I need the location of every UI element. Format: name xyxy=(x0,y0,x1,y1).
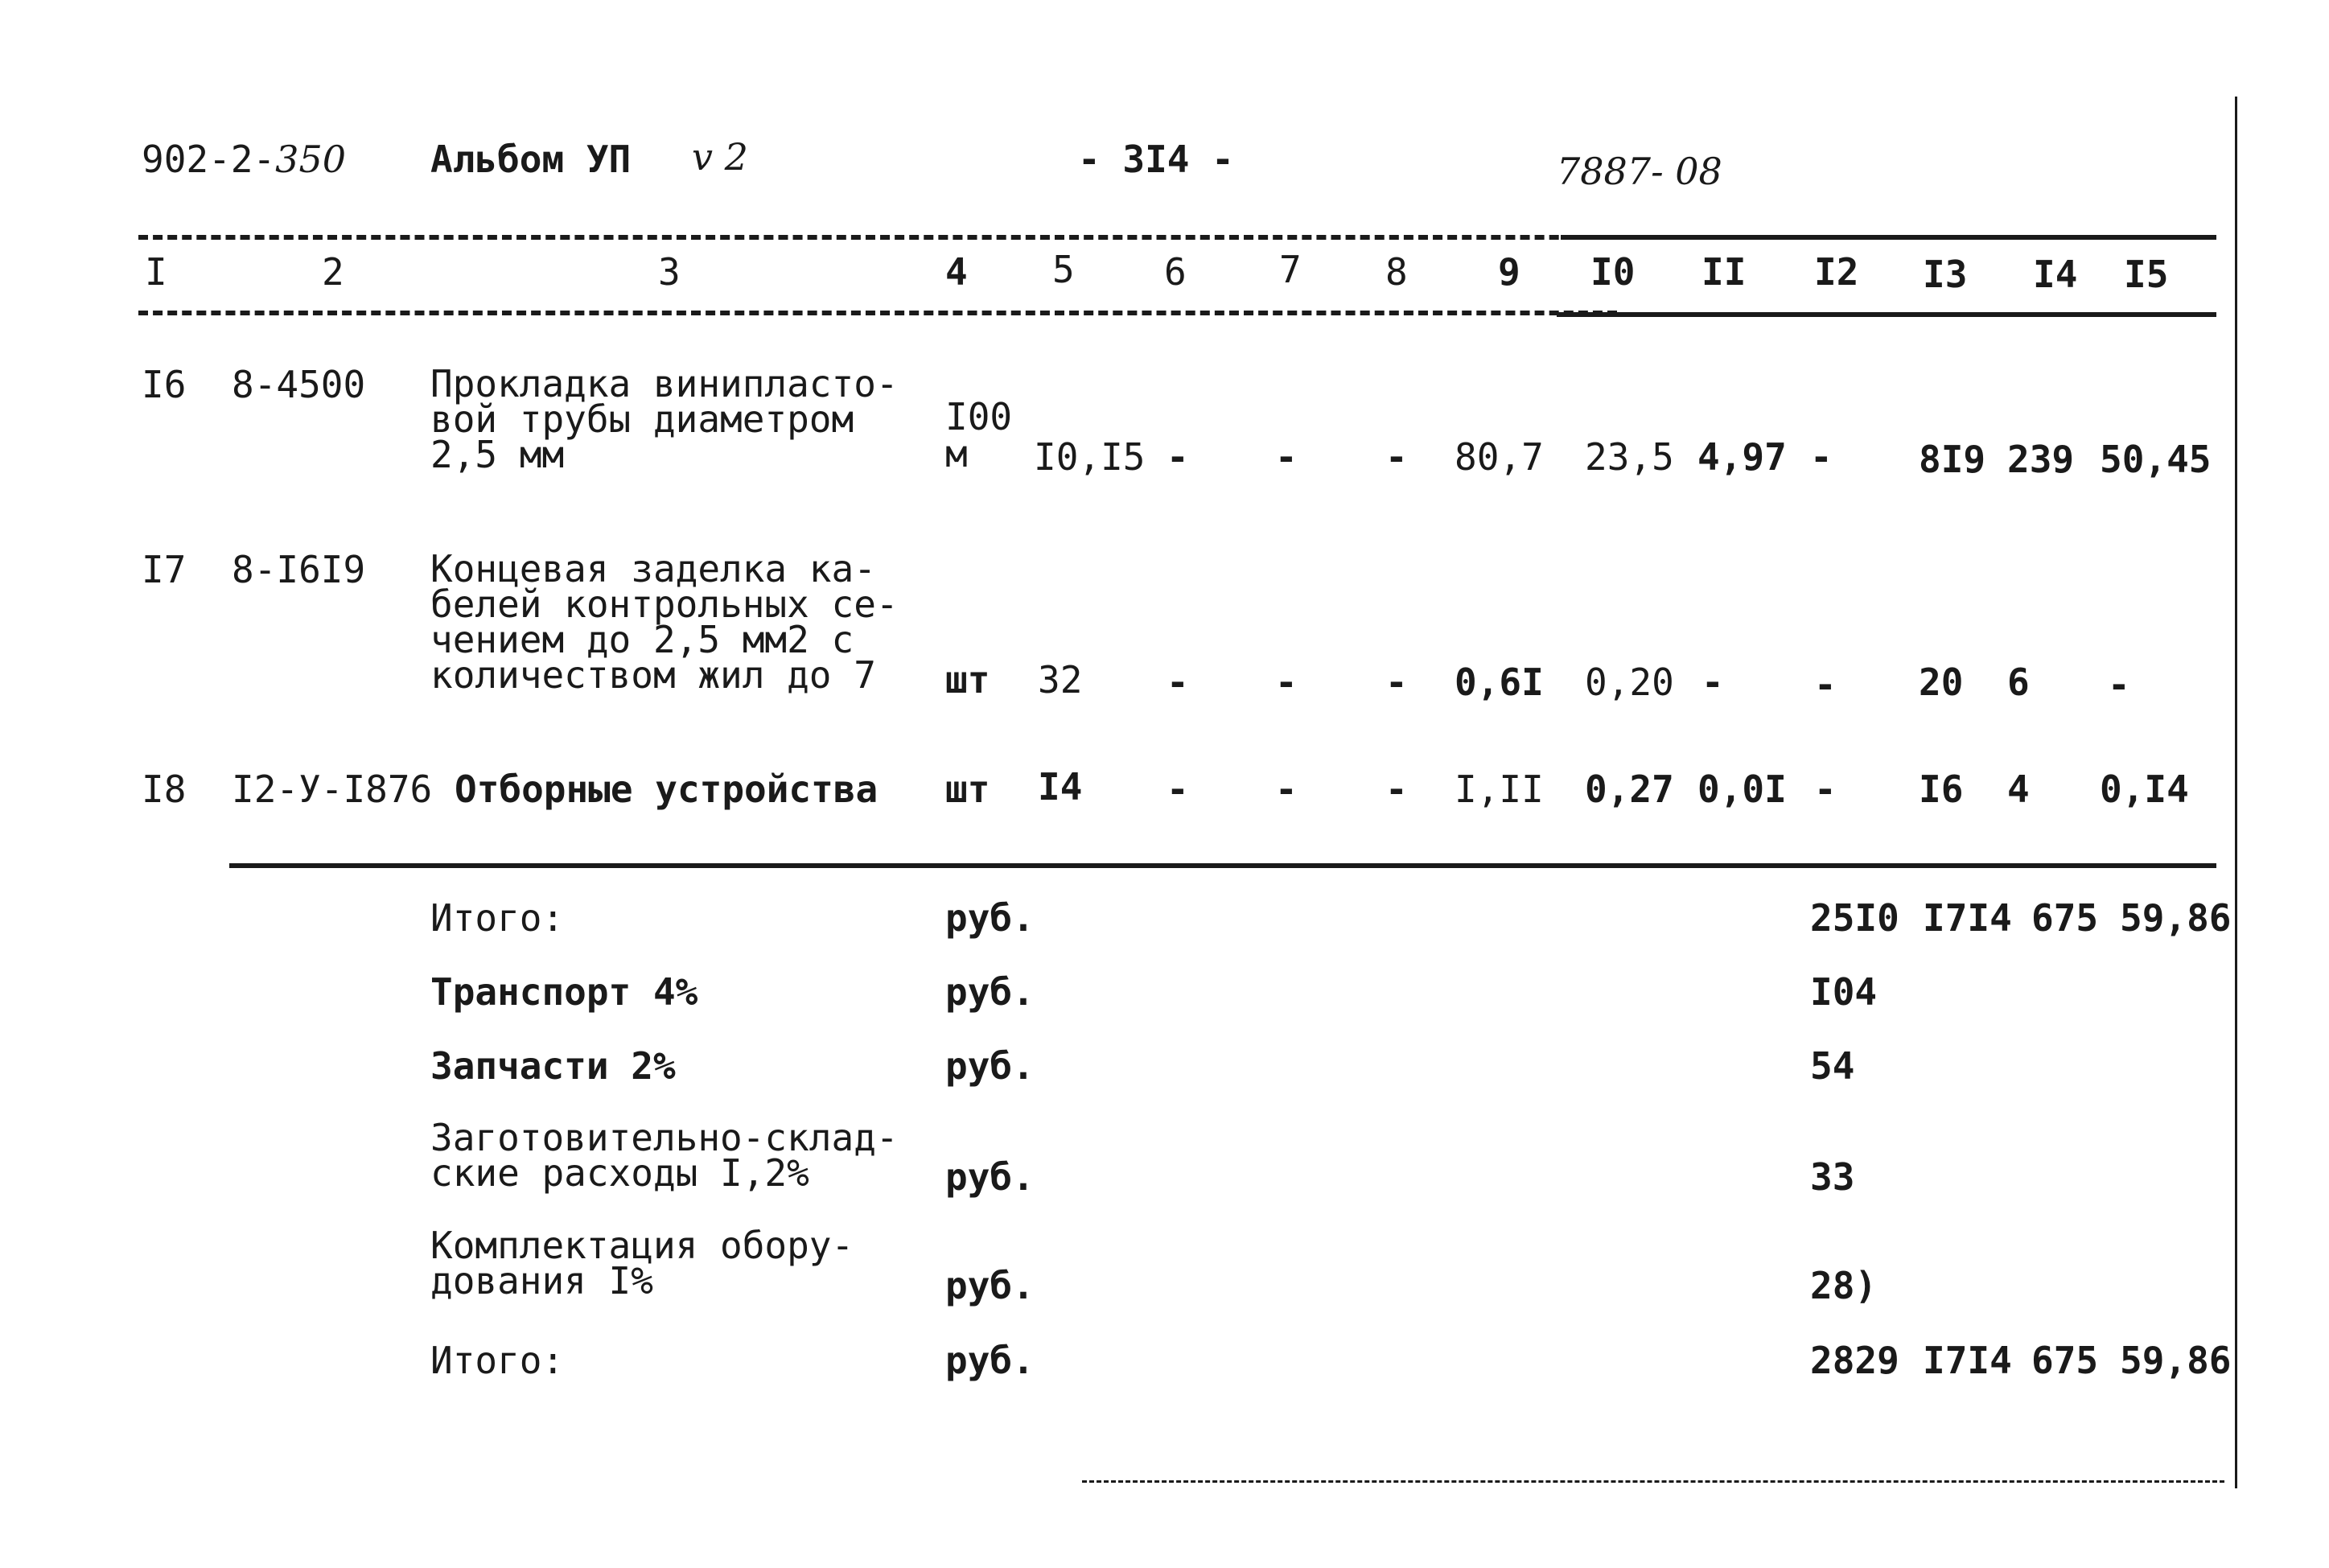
row-qty: 32 xyxy=(1038,658,1083,702)
row-c12: - xyxy=(1810,435,1833,479)
totals-rule xyxy=(229,863,2216,868)
transport-unit: руб. xyxy=(945,970,1035,1014)
col-6: 6 xyxy=(1164,250,1187,294)
row-c14: 4 xyxy=(2007,768,2030,811)
row-c7: - xyxy=(1275,661,1298,704)
row-qty: I4 xyxy=(1038,765,1083,809)
row-c13: 20 xyxy=(1919,661,1964,704)
spares-label: Запчасти 2% xyxy=(430,1044,676,1088)
spares-c12: 54 xyxy=(1810,1044,1855,1088)
row-c13: I6 xyxy=(1919,768,1964,811)
header-rule-bottom-right xyxy=(1557,312,2216,317)
grand-total-c13: I7I4 xyxy=(1923,1339,2012,1382)
row-c14: 6 xyxy=(2007,661,2030,704)
equipment-completion-unit: руб. xyxy=(945,1264,1035,1307)
row-c15: 0,I4 xyxy=(2100,768,2189,811)
row-c12: - xyxy=(1814,663,1837,706)
row-c11: - xyxy=(1701,661,1724,704)
transport-c12: I04 xyxy=(1810,970,1878,1014)
row-c8: - xyxy=(1385,435,1408,479)
row-c7: - xyxy=(1275,768,1298,811)
album-label: Альбом УП xyxy=(430,138,632,181)
grand-total-c14: 675 xyxy=(2031,1339,2099,1382)
row-unit: шт xyxy=(945,658,990,702)
col-4: 4 xyxy=(945,250,968,294)
header-rule-top-right xyxy=(1561,235,2216,240)
row-c6: - xyxy=(1167,768,1189,811)
row-c10: 0,20 xyxy=(1585,661,1674,704)
row-c6: - xyxy=(1167,435,1189,479)
row-c7: - xyxy=(1275,435,1298,479)
col-14: I4 xyxy=(2033,253,2078,296)
col-10: I0 xyxy=(1590,250,1636,294)
row-number: I7 xyxy=(142,548,187,591)
row-c8: - xyxy=(1385,768,1408,811)
header-rule-bottom xyxy=(138,311,1617,315)
row-number: I8 xyxy=(142,768,187,811)
equipment-completion-c12: 28) xyxy=(1810,1264,1878,1307)
header-rule-top xyxy=(138,235,1617,240)
page-border-right xyxy=(2235,97,2237,1488)
row-c6: - xyxy=(1167,661,1189,704)
storage-costs-c12: 33 xyxy=(1810,1155,1855,1199)
doc-prefix: 902-2- xyxy=(142,138,276,181)
row-c11: 4,97 xyxy=(1697,435,1787,479)
col-3: 3 xyxy=(658,250,681,294)
row-c9: 0,6I xyxy=(1455,661,1544,704)
col-8: 8 xyxy=(1385,250,1408,294)
col-13: I3 xyxy=(1923,253,1968,296)
row-code: 8-I6I9 xyxy=(232,548,366,591)
row-c14: 239 xyxy=(2007,438,2075,481)
storage-costs-label: Заготовительно-склад- ские расходы I,2% xyxy=(430,1116,899,1195)
col-5: 5 xyxy=(1052,248,1075,291)
col-1: I xyxy=(145,250,167,294)
col-12: I2 xyxy=(1814,250,1859,294)
grand-total-c12: 2829 xyxy=(1810,1339,1899,1382)
row-unit: шт xyxy=(945,768,990,811)
total-unit: руб. xyxy=(945,896,1035,940)
col-9: 9 xyxy=(1498,250,1520,294)
grand-total-unit: руб. xyxy=(945,1339,1035,1382)
row-name: Прокладка винипласто- вой трубы диаметром 2,5 мм xyxy=(430,362,899,476)
row-qty: I0,I5 xyxy=(1034,435,1146,479)
total-label: Итого: xyxy=(430,896,565,940)
row-c8: - xyxy=(1385,661,1408,704)
total-c12: 25I0 xyxy=(1810,896,1899,940)
page-number: - 3I4 - xyxy=(1078,138,1234,181)
grand-total-c15: 59,86 xyxy=(2120,1339,2232,1382)
row-name: Отборные устройства xyxy=(455,768,879,811)
row-name: Концевая заделка ка- белей контрольных се- чением до 2,5 мм2 с количеством жил до 7 xyxy=(430,547,899,697)
col-2: 2 xyxy=(322,250,344,294)
doc-number xyxy=(142,138,346,181)
total-c14: 675 xyxy=(2031,896,2099,940)
doc-suffix-handwritten: 350 xyxy=(275,138,346,181)
row-c9: I,II xyxy=(1455,768,1544,811)
row-code: 8-4500 xyxy=(232,363,366,406)
row-c10: 23,5 xyxy=(1585,435,1674,479)
equipment-completion-label: Комплектация обору- дования I% xyxy=(430,1224,854,1303)
row-c15: 50,45 xyxy=(2100,438,2212,481)
col-15: I5 xyxy=(2124,253,2169,296)
reg-number-handwritten: 7887- 08 xyxy=(1557,150,1722,193)
total-c15: 59,86 xyxy=(2120,896,2232,940)
spares-unit: руб. xyxy=(945,1044,1035,1088)
row-c10: 0,27 xyxy=(1585,768,1674,811)
grand-total-label: Итого: xyxy=(430,1339,565,1382)
page-border-bottom xyxy=(1082,1480,2224,1483)
storage-costs-unit: руб. xyxy=(945,1155,1035,1199)
row-c12: - xyxy=(1814,768,1837,811)
transport-label: Транспорт 4% xyxy=(430,970,698,1014)
row-code: I2-У-I876 xyxy=(232,768,433,811)
row-c9: 80,7 xyxy=(1455,435,1544,479)
total-c13: I7I4 xyxy=(1923,896,2012,940)
row-c11: 0,0I xyxy=(1697,768,1787,811)
col-7: 7 xyxy=(1279,248,1302,291)
row-c13: 8I9 xyxy=(1919,438,1986,481)
row-c15: - xyxy=(2108,663,2130,706)
col-11: II xyxy=(1701,250,1747,294)
row-unit: I00 м xyxy=(945,395,1013,475)
album-mark-handwritten: v 2 xyxy=(692,135,748,179)
row-number: I6 xyxy=(142,363,187,406)
